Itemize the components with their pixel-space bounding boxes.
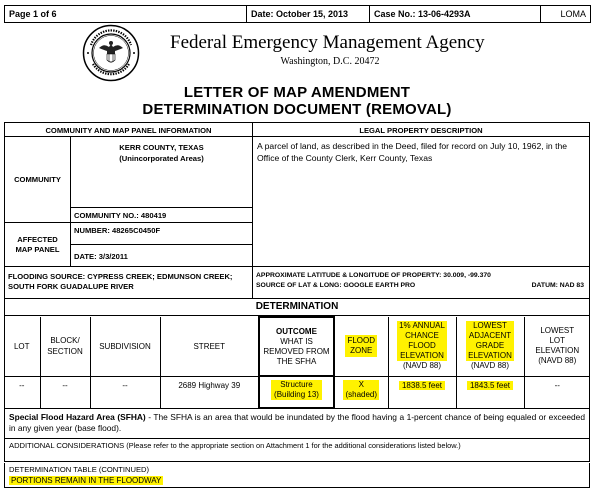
cell-flood-zone xyxy=(334,376,388,408)
adjacent-grade-value: 1843.5 feet xyxy=(467,381,513,390)
column-grade-line-5: (NAVD 88) xyxy=(470,361,510,371)
cell-lowest-lot: -- xyxy=(524,376,590,408)
column-outcome-line-4: THE SFHA xyxy=(276,356,317,366)
column-lowlot-line-4: (NAVD 88) xyxy=(538,356,577,366)
cell-street: 2689 Highway 39 xyxy=(160,376,259,408)
column-grade-line-2: ADJACENT xyxy=(468,331,512,341)
column-grade-line-4: ELEVATION xyxy=(468,351,512,361)
agency-name: Federal Emergency Management Agency xyxy=(170,32,485,53)
additional-note: (Please refer to the appropriate section on Attachment 1 for the additional considerations listed below.) xyxy=(124,441,461,450)
column-chance-line-3: FLOOD xyxy=(408,341,436,351)
cell-subdivision: -- xyxy=(90,376,160,408)
determination-table xyxy=(4,316,590,409)
community-area: (Unincorporated Areas) xyxy=(119,154,204,163)
determination-header-row xyxy=(4,317,590,376)
determination-data-row xyxy=(4,376,590,408)
case-number: Case No.: 13-06-4293A xyxy=(370,6,541,23)
column-lowlot-line-3: ELEVATION xyxy=(535,346,580,356)
cell-outcome-line-2: (Building 13) xyxy=(274,390,319,399)
additional-heading: ADDITIONAL CONSIDERATIONS xyxy=(9,441,125,450)
main-form xyxy=(4,122,590,462)
column-block-line-2: SECTION xyxy=(47,347,83,357)
flood-zone-highlight xyxy=(343,380,379,400)
flooding-source: FLOODING SOURCE: CYPRESS CREEK; EDMUNSON CREEK; SOUTH FORK GUADALUPE RIVER xyxy=(5,267,253,299)
column-outcome-line-1: OUTCOME xyxy=(276,326,317,336)
column-outcome-line-2: WHAT IS xyxy=(280,336,313,346)
column-subdivision: SUBDIVISION xyxy=(90,317,160,376)
cell-zone-line-1: X xyxy=(358,379,364,389)
column-outcome-line-3: REMOVED FROM xyxy=(263,346,330,356)
column-lowest-lot xyxy=(524,317,590,376)
dhs-seal-icon xyxy=(82,24,140,82)
coordinates-source: SOURCE OF LAT & LONG: GOOGLE EARTH PRO xyxy=(256,282,416,289)
cell-adjacent-grade xyxy=(456,376,524,408)
title-line-1: LETTER OF MAP AMENDMENT xyxy=(183,84,411,101)
community-name: KERR COUNTY, TEXAS xyxy=(119,143,204,152)
page-number: Page 1 of 6 xyxy=(5,6,247,23)
portions-remain-floodway: PORTIONS REMAIN IN THE FLOODWAY xyxy=(11,476,162,485)
coordinates-source-row xyxy=(256,281,586,291)
annual-chance-value: 1838.5 feet xyxy=(399,381,445,390)
column-street: STREET xyxy=(160,317,259,376)
map-panel-number: NUMBER: 48265C0450F xyxy=(71,223,253,245)
flood-zone-header-highlight xyxy=(345,335,377,357)
title-line-2: DETERMINATION DOCUMENT (REMOVAL) xyxy=(142,101,452,118)
additional-considerations xyxy=(5,440,589,451)
header-bar xyxy=(4,5,591,23)
cell-lot: -- xyxy=(4,376,40,408)
document-title xyxy=(4,84,590,118)
cell-block: -- xyxy=(40,376,90,408)
sfha-text: - The SFHA is an area that would be inundated by the flood having a 1-percent chance of being equaled or exceeded in any given year (base flood). xyxy=(9,412,585,433)
column-annual-chance xyxy=(388,317,456,376)
map-panel-label xyxy=(5,223,71,267)
community-section-header: COMMUNITY AND MAP PANEL INFORMATION xyxy=(5,123,253,137)
agency-address: Washington, D.C. 20472 xyxy=(280,56,380,67)
approximate-coordinates: APPROXIMATE LATITUDE & LONGITUDE OF PROPERTY: 30.009, -99.370 xyxy=(256,272,491,279)
column-chance-line-5: (NAVD 88) xyxy=(402,361,442,371)
outcome-highlight xyxy=(271,380,322,400)
portions-row xyxy=(4,474,590,488)
legal-section-header: LEGAL PROPERTY DESCRIPTION xyxy=(253,123,589,137)
column-adjacent-grade xyxy=(456,317,524,376)
map-panel-label-1: AFFECTED xyxy=(17,235,58,244)
column-lowlot-line-1: LOWEST xyxy=(540,326,575,336)
legal-description: A parcel of land, as described in the Deed, filed for record on July 10, 1962, in the Office of the County Clerk, Kerr County, Texas xyxy=(253,137,589,267)
column-outcome xyxy=(259,317,334,376)
column-grade-line-3: GRADE xyxy=(475,341,505,351)
coordinates-cell xyxy=(253,267,589,299)
column-lowlot-line-2: LOT xyxy=(549,336,566,346)
annual-chance-header-highlight xyxy=(397,321,447,361)
column-chance-line-4: ELEVATION xyxy=(400,351,444,361)
determination-title: DETERMINATION xyxy=(5,299,589,316)
determination-table-continued: DETERMINATION TABLE (CONTINUED) xyxy=(4,463,590,476)
cell-zone-line-2: (shaded) xyxy=(345,389,378,399)
column-chance-line-1: 1% ANNUAL xyxy=(399,321,445,331)
cell-outcome-line-1: Structure xyxy=(280,380,313,389)
column-block-line-1: BLOCK/ xyxy=(50,336,80,346)
community-number: COMMUNITY NO.: 480419 xyxy=(71,208,253,223)
column-flood-zone xyxy=(334,317,388,376)
coordinates-datum: DATUM: NAD 83 xyxy=(531,282,584,289)
sfha-definition xyxy=(5,409,589,439)
column-chance-line-2: CHANCE xyxy=(405,331,439,341)
cell-outcome xyxy=(259,376,334,408)
document-date: Date: October 15, 2013 xyxy=(247,6,370,23)
community-name-cell xyxy=(71,137,253,208)
sfha-term: Special Flood Hazard Area (SFHA) xyxy=(9,412,146,422)
community-label: COMMUNITY xyxy=(5,137,71,223)
column-lot: LOT xyxy=(4,317,40,376)
column-grade-line-1: LOWEST xyxy=(473,321,507,331)
column-zone-line-1: FLOOD xyxy=(347,336,376,346)
adjacent-grade-header-highlight xyxy=(466,321,514,361)
cell-annual-chance xyxy=(388,376,456,408)
document-type: LOMA xyxy=(541,6,591,23)
map-panel-date: DATE: 3/3/2011 xyxy=(71,245,253,267)
column-zone-line-2: ZONE xyxy=(350,346,373,356)
column-block xyxy=(40,317,90,376)
map-panel-label-2: MAP PANEL xyxy=(15,245,60,254)
